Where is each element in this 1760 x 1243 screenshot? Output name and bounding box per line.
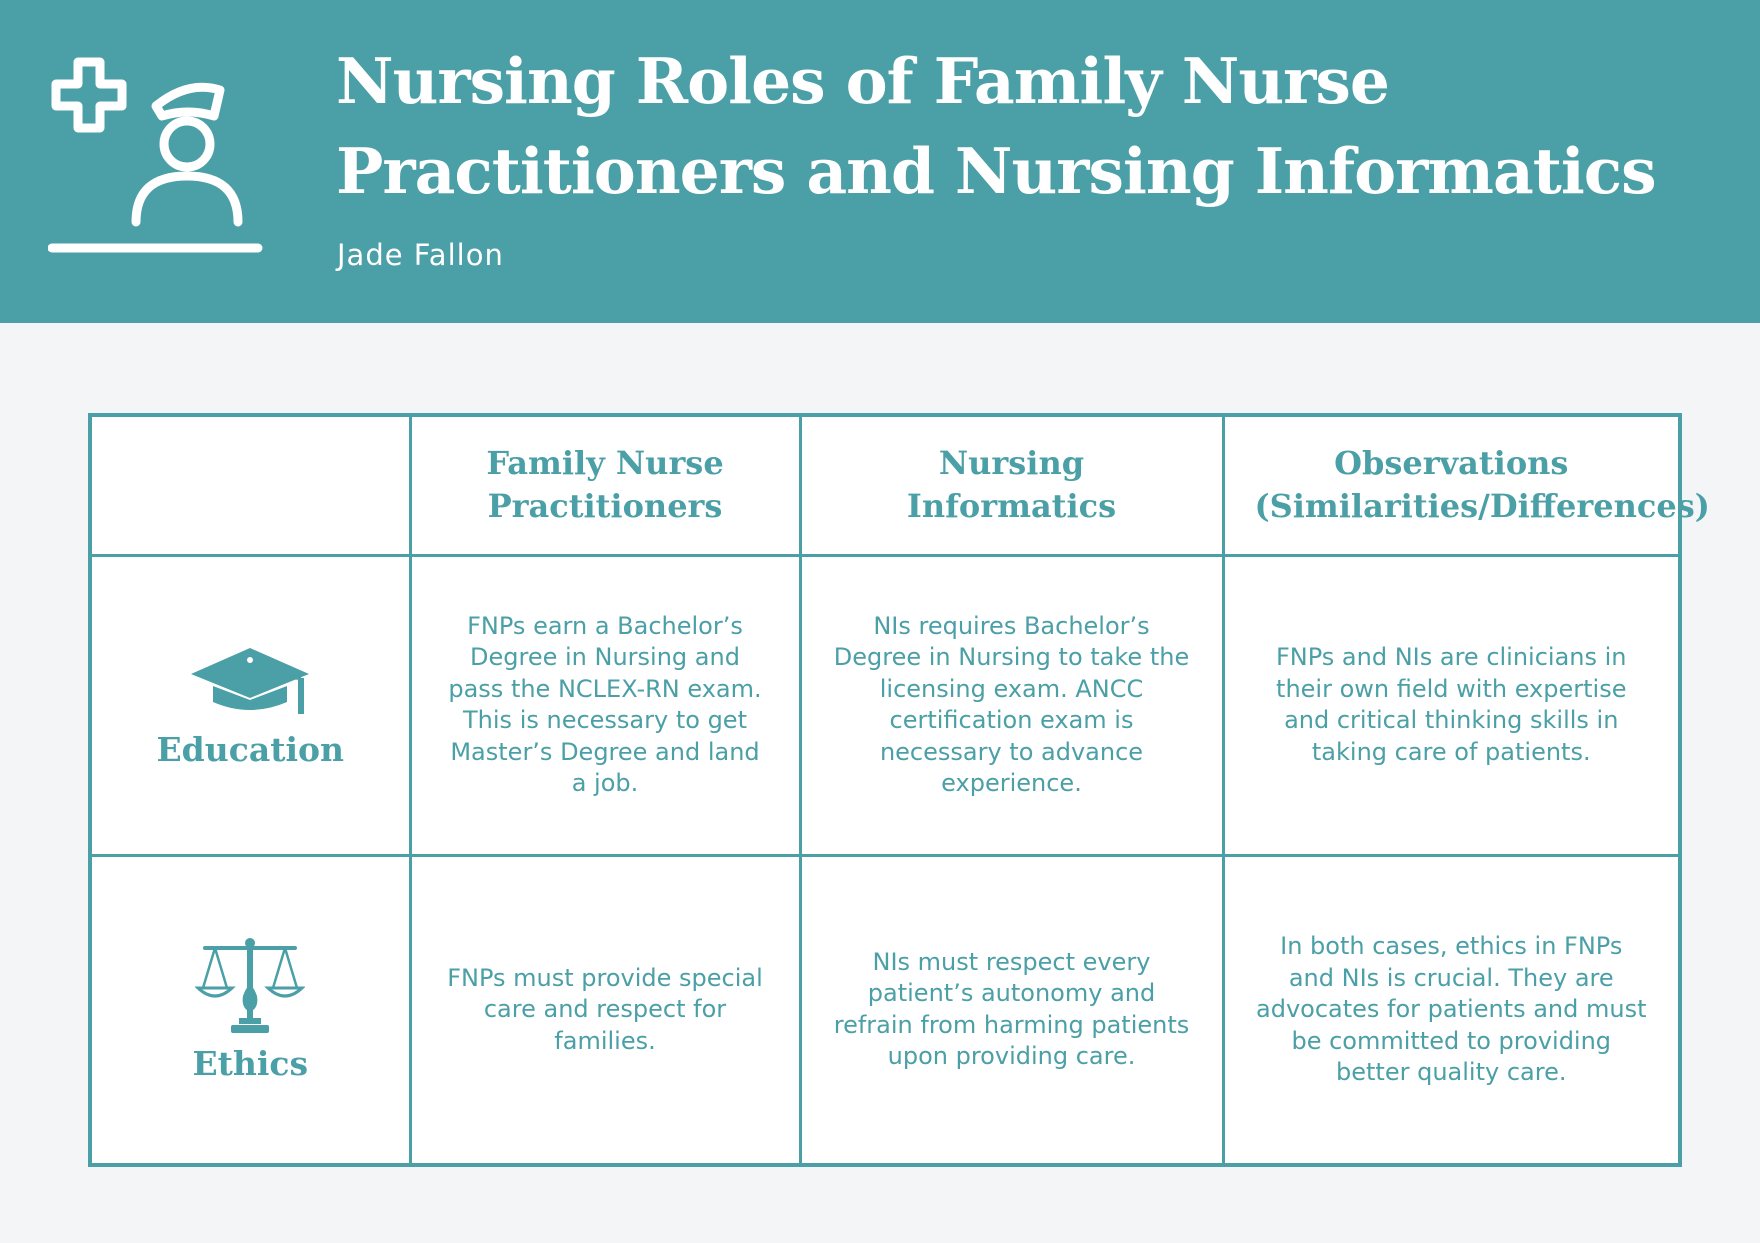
nurse-icon <box>48 52 278 262</box>
cell-ethics-observations: In both cases, ethics in FNPs and NIs is crucial. They are advocates for patients and must be committed to providing better quality care. <box>1223 855 1680 1165</box>
comparison-table <box>88 413 1710 1167</box>
row-label-cell-ethics <box>90 855 410 1165</box>
empty-corner-cell <box>90 415 410 555</box>
cell-education-fnp: FNPs earn a Bachelor’s Degree in Nursing and pass the NCLEX-RN exam. This is necessary to get Master’s Degree and land a job. <box>410 555 800 855</box>
scales-icon <box>195 936 305 1036</box>
header-banner <box>0 0 1760 323</box>
cell-education-ni: NIs requires Bachelor’s Degree in Nursing to take the licensing exam. ANCC certification exam is necessary to advance experience. <box>800 555 1223 855</box>
cell-ethics-fnp: FNPs must provide special care and respect for families. <box>410 855 800 1165</box>
graduation-cap-icon <box>185 642 315 722</box>
column-header-label: Observations (Similarities/Differences) <box>1254 444 1710 526</box>
page-title: Nursing Roles of Family Nurse Practitioners and Nursing Informatics <box>336 44 1656 208</box>
row-label-education: Education <box>156 729 344 769</box>
table-row-education <box>90 555 1680 855</box>
column-header-label: Nursing Informatics <box>906 444 1117 526</box>
column-header-ni <box>800 415 1223 555</box>
table-row-ethics <box>90 855 1680 1165</box>
cell-ethics-ni: NIs must respect every patient’s autonomy and refrain from harming patients upon providing care. <box>800 855 1223 1165</box>
cell-education-observations: FNPs and NIs are clinicians in their own field with expertise and critical thinking skills in taking care of patients. <box>1223 555 1680 855</box>
author-name: Jade Fallon <box>337 238 504 272</box>
row-label-cell-education <box>90 555 410 855</box>
column-header-fnp <box>410 415 800 555</box>
column-header-label: Family Nurse Practitioners <box>486 444 724 526</box>
column-header-observations <box>1223 415 1710 555</box>
row-label-ethics: Ethics <box>192 1044 309 1084</box>
table-header-row <box>90 415 1680 555</box>
